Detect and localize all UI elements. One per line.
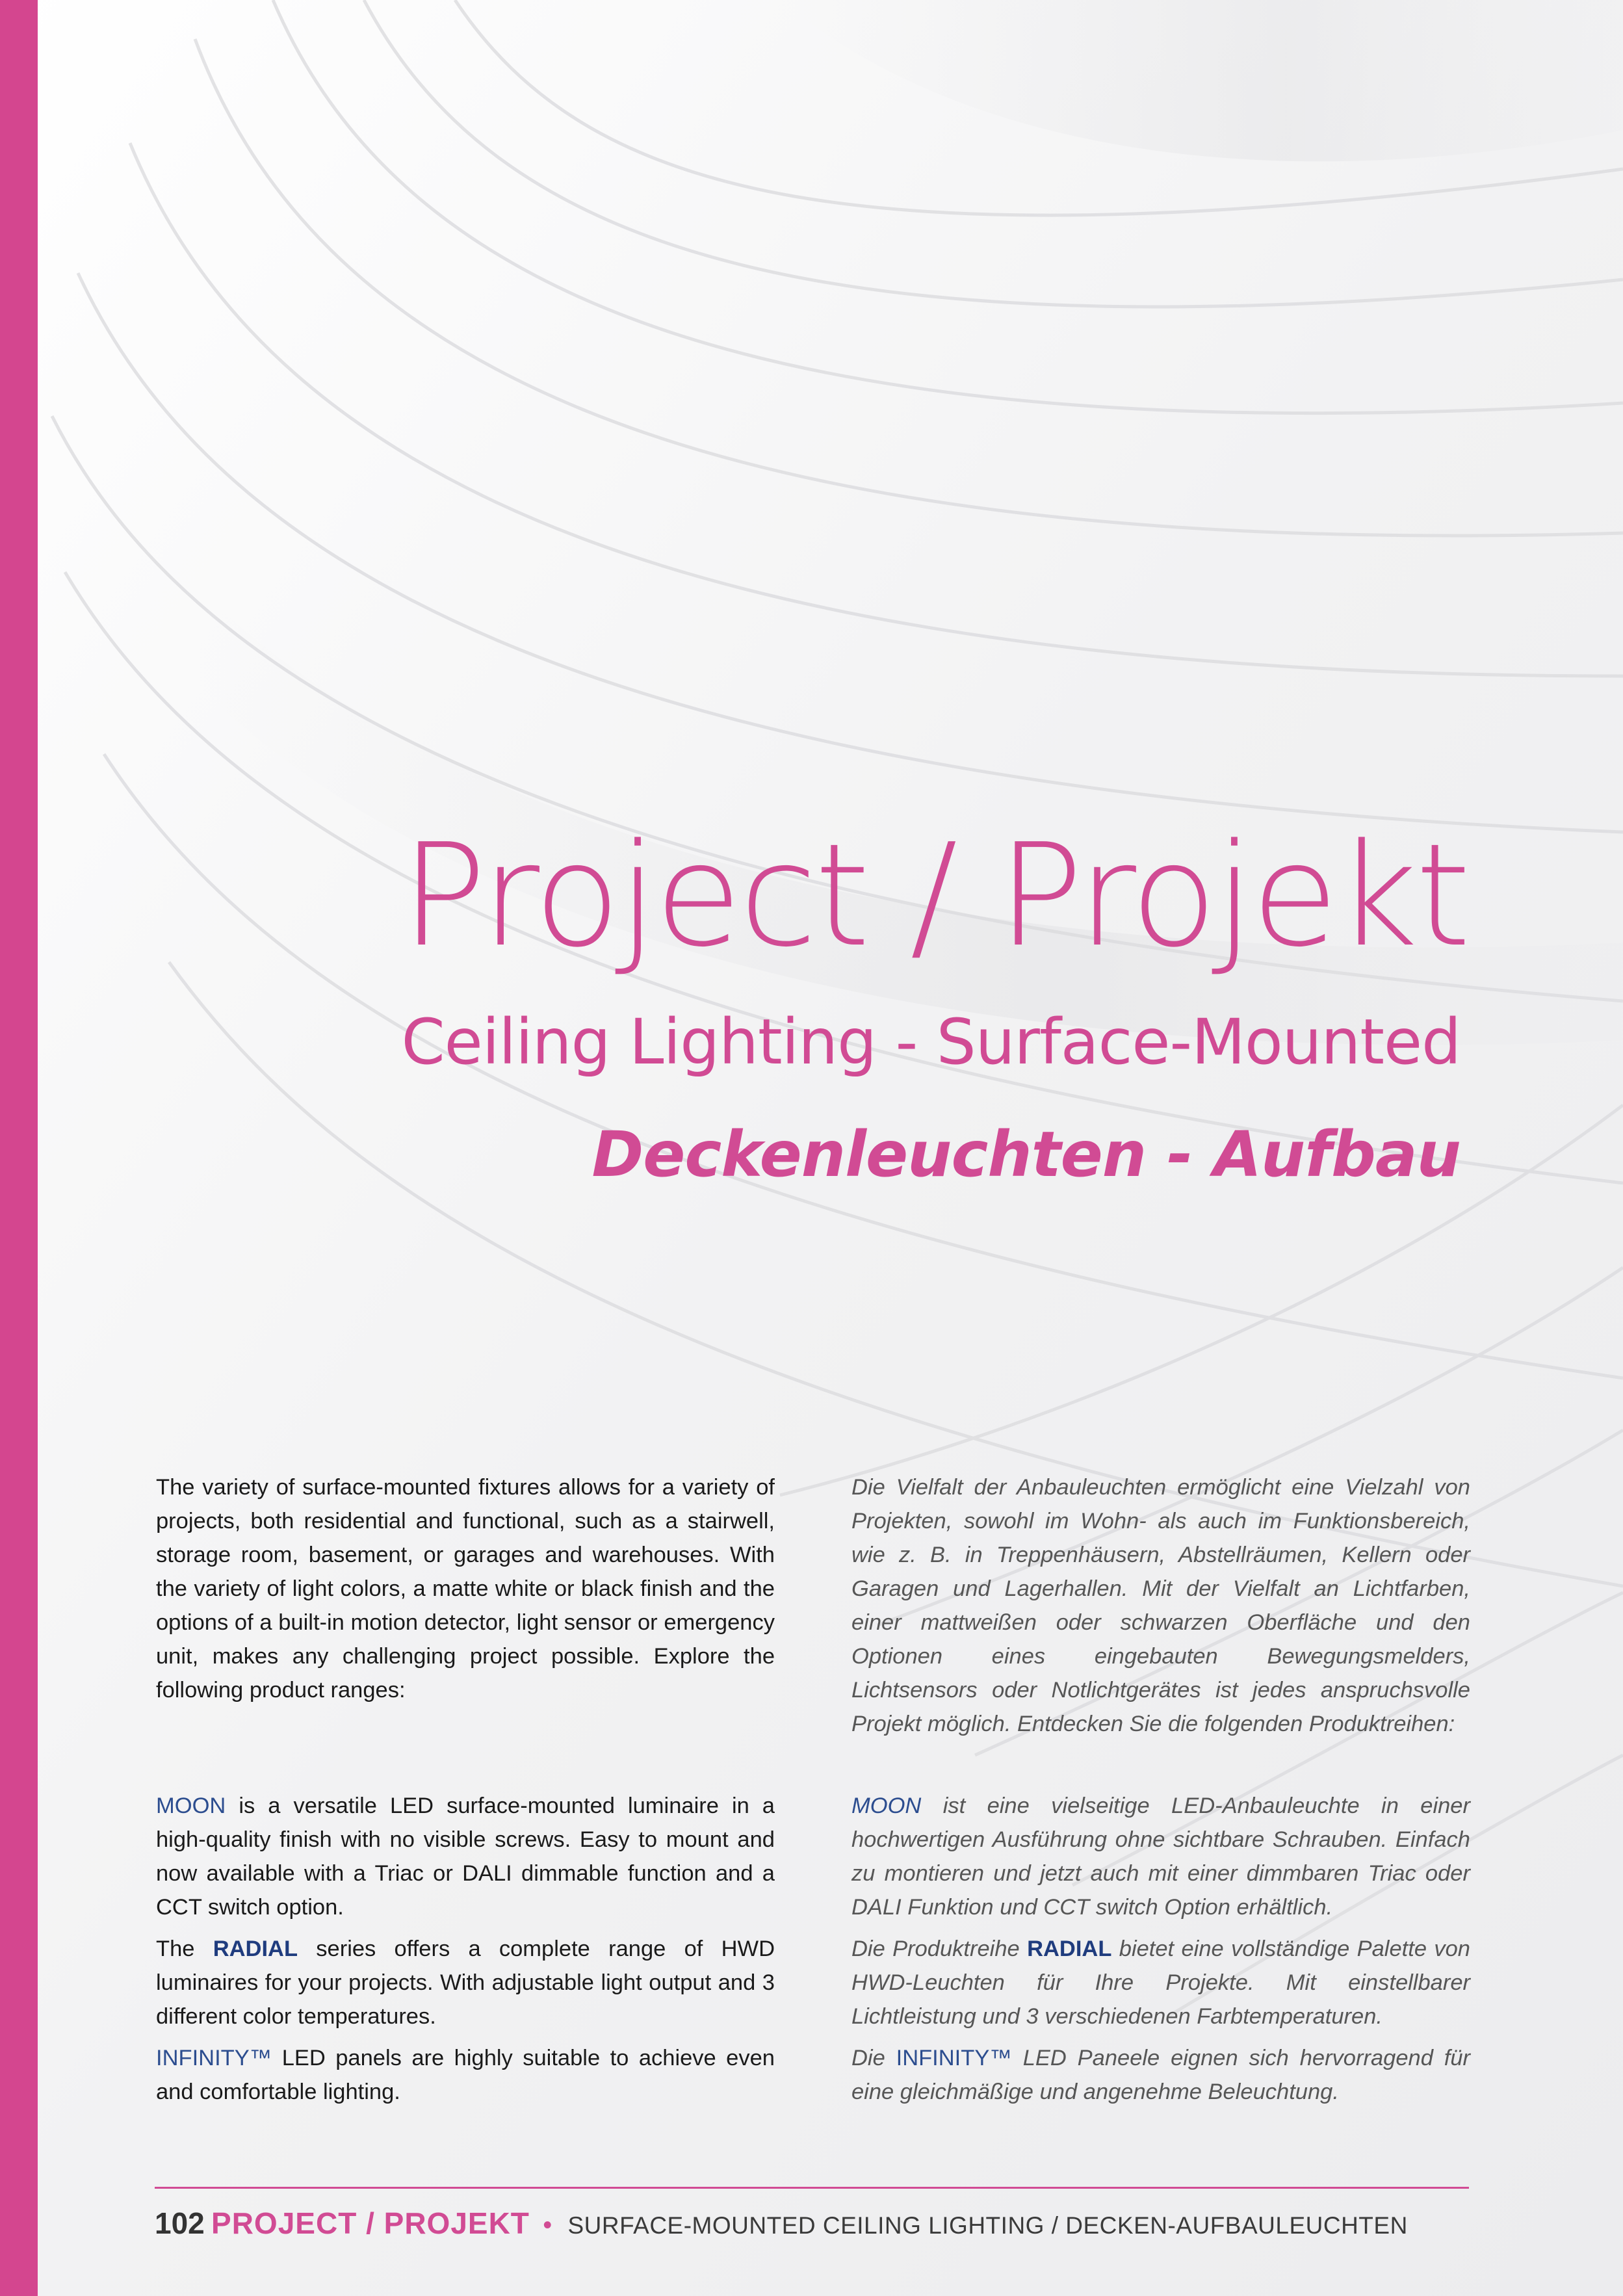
radial-brand: RADIAL	[1027, 1937, 1112, 1961]
subtitle-german: Deckenleuchten - Aufbau	[591, 1118, 1461, 1191]
radial-description: bietet eine vollständige Palette von HWD-Leuchten für Ihre Projekte. Mit einstellbarer Lichtleistung und 3 verschiedenen Farbtemperaturen.	[851, 1937, 1470, 2029]
footer-bullet: •	[543, 2211, 552, 2239]
infinity-description: LED Paneele eignen sich hervorragend für eine gleichmäßige und angenehme Beleuchtung.	[851, 2046, 1470, 2104]
english-intro	[156, 1470, 775, 1707]
infinity-description: LED panels are highly suitable to achieve even and comfortable lighting.	[156, 2046, 775, 2104]
english-moon-paragraph	[156, 1789, 775, 1924]
footer-section-title: PROJECT / PROJEKT	[211, 2206, 530, 2240]
page-title: Project / Projekt	[400, 814, 1468, 978]
german-infinity-paragraph	[851, 2041, 1470, 2109]
page-number: 102	[155, 2206, 205, 2240]
footer-subsection: SURFACE-MOUNTED CEILING LIGHTING / DECKEN-AUFBAULEUCHTEN	[567, 2212, 1408, 2239]
subtitle-english: Ceiling Lighting - Surface-Mounted	[401, 1006, 1461, 1078]
moon-description: ist eine vielseitige LED-Anbauleuchte in einer hochwertigen Ausführung ohne sichtbare Schrauben. Einfach zu montieren und jetzt auch mit einer dimmbaren Triac oder DALI Funktion und CCT switch Option erhältlich.	[851, 1794, 1470, 1920]
english-product-list	[156, 1789, 775, 2109]
page-footer	[155, 2207, 1408, 2242]
infinity-brand: INFINITY™	[896, 2046, 1012, 2070]
side-accent-bar	[0, 0, 38, 2296]
moon-brand: MOON	[156, 1794, 226, 1818]
german-product-list	[851, 1789, 1470, 2109]
radial-description: series offers a complete range of HWD luminaires for your projects. With adjustable light output and 3 different color temperatures.	[156, 1937, 775, 2029]
english-infinity-paragraph	[156, 2041, 775, 2109]
german-intro	[851, 1470, 1470, 1741]
infinity-brand: INFINITY™	[156, 2046, 272, 2070]
radial-prefix: The	[156, 1937, 213, 1961]
footer-divider	[155, 2187, 1469, 2189]
english-intro-text: The variety of surface-mounted fixtures allows for a variety of projects, both residential and functional, such as a stairwell, storage room, basement, or garages and warehouses. With the variety of light colors, a matte white or black finish and the options of a built-in motion detector, light sensor or emergency unit, makes any challenging project possible. Explore the following product ranges:	[156, 1475, 775, 1702]
infinity-prefix: Die	[851, 2046, 896, 2070]
moon-brand: MOON	[851, 1794, 922, 1818]
radial-brand: RADIAL	[213, 1937, 298, 1961]
german-intro-text: Die Vielfalt der Anbauleuchten ermöglicht eine Vielzahl von Projekten, sowohl im Wohn- als auch im Funktionsbereich, wie z. B. in Treppenhäusern, Abstellräumen, Kellern oder Garagen und Lagerhallen. Mit der Vielfalt an Lichtfarben, einer mattweißen oder schwarzen Oberfläche und den Optionen eines eingebauten Bewegungsmelders, Lichtsensors oder Notlichtgerätes ist jedes anspruchsvolle Projekt möglich. Entdecken Sie die folgenden Produktreihen:	[851, 1475, 1470, 1736]
english-radial-paragraph	[156, 1932, 775, 2033]
german-moon-paragraph	[851, 1789, 1470, 1924]
german-radial-paragraph	[851, 1932, 1470, 2033]
moon-description: is a versatile LED surface-mounted luminaire in a high-quality finish with no visible screws. Easy to mount and now available with a Triac or DALI dimmable function and a CCT switch option.	[156, 1794, 775, 1920]
radial-prefix: Die Produktreihe	[851, 1937, 1028, 1961]
